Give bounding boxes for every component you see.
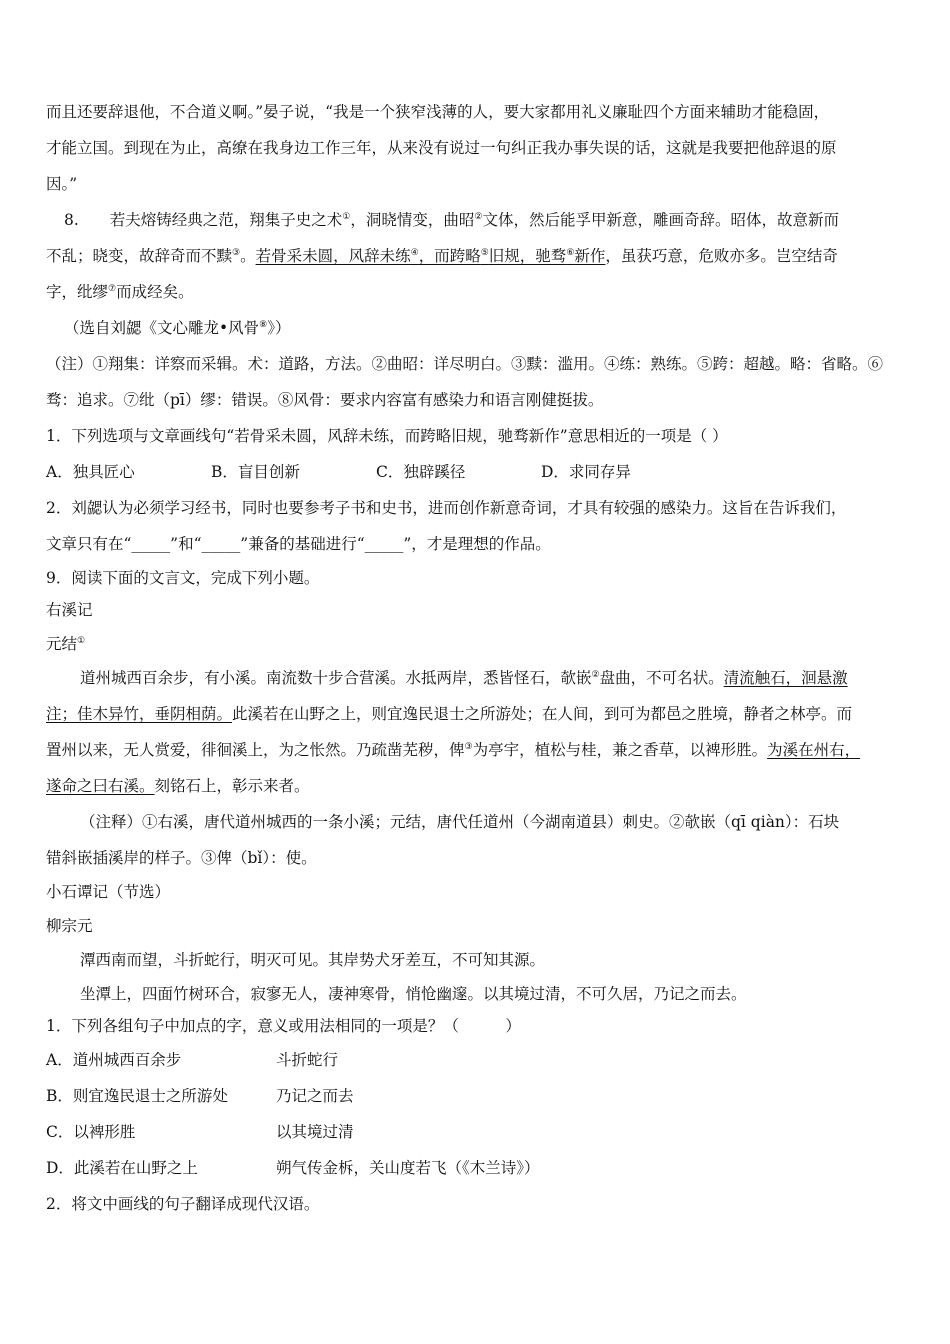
annotation-line: （注）①翔集：详察而采辑。术：道路，方法。②曲昭：详尽明白。③黩：滥用。④练：熟练。⑤跨：超越。略：省略。⑥ (46, 355, 884, 373)
q8-passage-line: 字，纰缪⑦而成经矣。 (46, 283, 194, 301)
option-a: A．独具匠心 (46, 463, 135, 481)
option-left: A．道州城西百余步 (46, 1051, 182, 1069)
classical-passage-line: 潭西南而望，斗折蛇行，明灭可见。其岸势犬牙差互，不可知其源。 (80, 951, 546, 969)
classical-passage-line: 坐潭上，四面竹树环合，寂寥无人，凄神寒骨，悄怆幽邃。以其境过清，不可久居，乃记之而去。 (80, 985, 747, 1003)
text-author: 元结① (46, 635, 86, 653)
paragraph-line: 因。” (46, 175, 78, 193)
classical-passage-line: 置州以来，无人赏爱，徘徊溪上，为之怅然。乃疏凿芜秽，俾③为亭宇，植松与桂，兼之香草，以裨形胜。为溪在州右， (46, 741, 861, 759)
paragraph-line: 才能立国。到现在为止，高缭在我身边工作三年，从来没有说过一句纠正我办事失误的话，这就是我要把他辞退的原 (46, 139, 837, 157)
option-d: D．求同存异 (541, 463, 631, 481)
option-left: B．则宜逸民退士之所游处 (46, 1087, 228, 1105)
annotation-line: 错斜嵌插溪岸的样子。③俾（bǐ）：使。 (46, 849, 317, 867)
option-left: C．以裨形胜 (46, 1123, 136, 1141)
option-right: 斗折蛇行 (276, 1051, 339, 1069)
annotation-line: 骛：追求。⑦纰（pī）缪：错误。⑧风骨：要求内容富有感染力和语言刚健挺拔。 (46, 391, 604, 409)
classical-passage-line: 道州城西百余步，有小溪。南流数十步合营溪。水抵两岸，悉皆怪石，欹嵌②盘曲，不可名状。清流触石，洄悬激 (80, 669, 848, 687)
option-right: 以其境过清 (276, 1123, 354, 1141)
answer-option-row (46, 1150, 540, 1186)
underlined-sentence: 清流触石，洄悬激 (723, 669, 848, 687)
text-title: 小石谭记（节选） (46, 883, 171, 901)
paragraph-line: 而且还要辞退他，不合道义啊。”晏子说，“我是一个狭窄浅薄的人，要大家都用礼义廉耻四个方面来辅助才能稳固， (46, 103, 830, 121)
question-intro: 9．阅读下面的文言文，完成下列小题。 (46, 569, 320, 587)
option-b: B．盲目创新 (211, 463, 300, 481)
q8-passage-line: 8. 若夫熔铸经典之范，翔集子史之术①，洞晓情变，曲昭②文体，然后能孚甲新意，雕画奇辞。昭体，故意新而 (64, 211, 839, 229)
underlined-sentence: 遂命之曰右溪。 (46, 777, 155, 795)
classical-passage-line: 注；佳木异竹，垂阴相荫。此溪若在山野之上，则宜逸民退士之所游处；在人间，到可为都邑之胜境，静者之林亭。而 (46, 705, 853, 723)
annotation-line: （注释）①右溪，唐代道州城西的一条小溪；元结，唐代任道州（今湖南道县）刺史。②欹嵌（qī qiàn）：石块 (80, 813, 840, 831)
underlined-sentence: 注；佳木异竹，垂阴相荫。 (46, 705, 233, 723)
answer-option-row (46, 1042, 338, 1078)
question-stem: 2．刘勰认为必须学习经书，同时也要参考子书和史书，进而创作新意奇词，才具有较强的感染力。这旨在告诉我们， (46, 499, 847, 517)
question-stem: 1．下列选项与文章画线句“若骨采未圆，风辞未练，而跨略旧规，驰骛新作”意思相近的一项是（ ） (46, 427, 728, 445)
text-author: 柳宗元 (46, 917, 93, 935)
question-stem: 1．下列各组句子中加点的字，意义或用法相同的一项是？（ ） (46, 1017, 521, 1035)
underlined-sentence: 为溪在州右， (767, 741, 861, 759)
option-left: D．此溪若在山野之上 (46, 1159, 198, 1177)
option-c: C．独辟蹊径 (376, 463, 466, 481)
question-stem: 2．将文中画线的句子翻译成现代汉语。 (46, 1195, 320, 1213)
option-right: 朔气传金柝，关山度若飞（《木兰诗》） (276, 1159, 540, 1177)
text-title: 右溪记 (46, 601, 93, 619)
question-stem: 文章只有在“_____”和“_____”兼备的基础进行“_____”，才是理想的作品。 (46, 535, 551, 553)
underlined-sentence: 若骨采未圆，风辞未练④，而跨略⑤旧规，驰骛⑥新作 (255, 247, 606, 265)
answer-options (46, 454, 706, 490)
source-citation: （选自刘勰《文心雕龙•风骨⑧》） (64, 319, 291, 337)
option-right: 乃记之而去 (276, 1087, 354, 1105)
q8-passage-line: 不乱；晓变，故辞奇而不黩③。若骨采未圆，风辞未练④，而跨略⑤旧规，驰骛⑥新作，虽获巧意，危败亦多。岂空结奇 (46, 247, 838, 265)
answer-option-row (46, 1114, 354, 1150)
classical-passage-line: 遂命之曰右溪。刻铭石上，彰示来者。 (46, 777, 310, 795)
answer-option-row (46, 1078, 354, 1114)
